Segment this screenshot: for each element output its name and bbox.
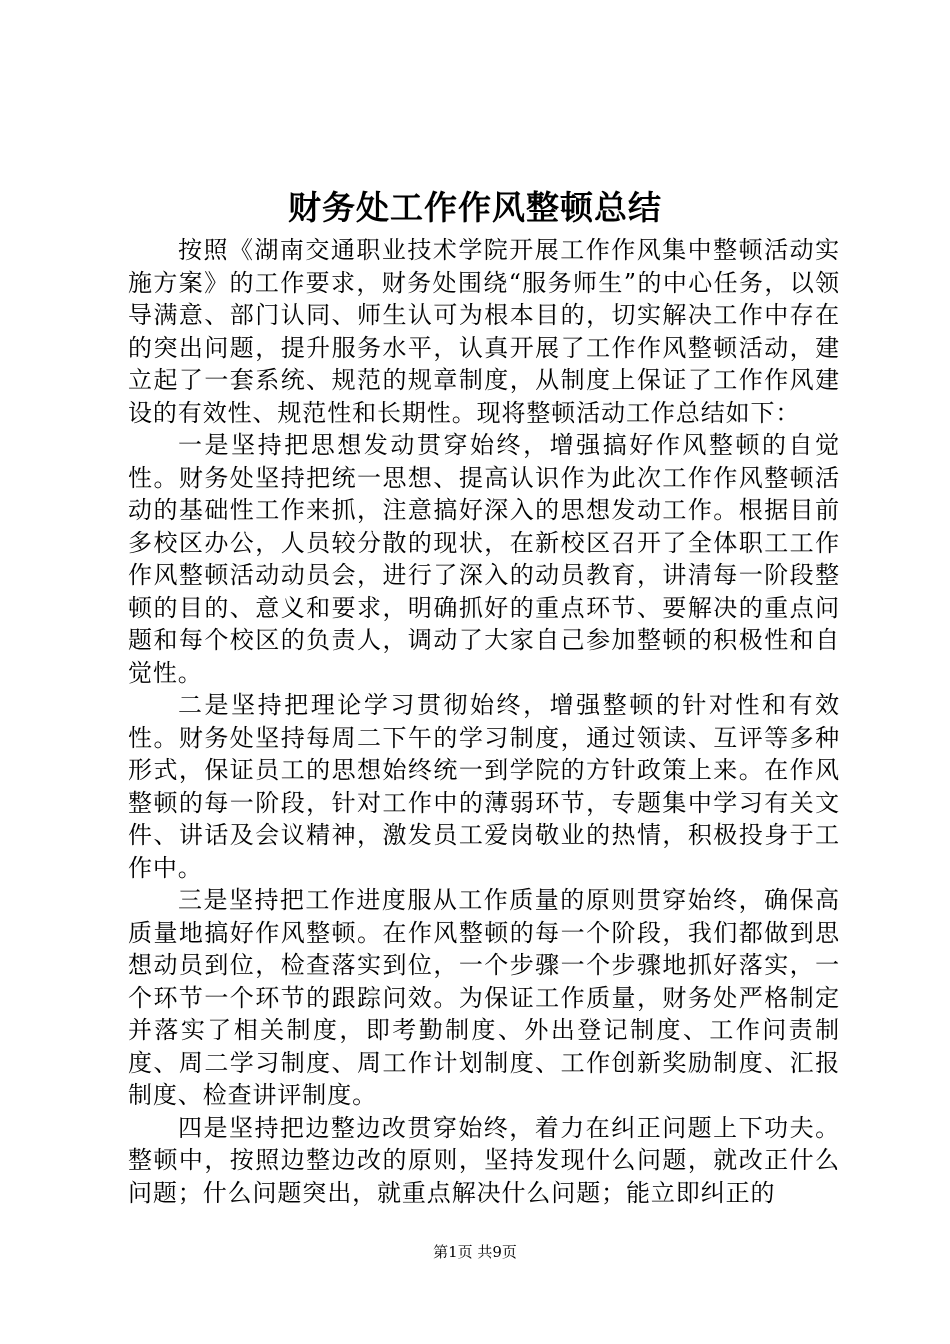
paragraph-point-four: 四是坚持把边整边改贯穿始终，着力在纠正问题上下功夫。整顿中，按照边整边改的原则，坚持发现什么问题，就改正什么问题；什么问题突出，就重点解决什么问题；能立即纠正的 (128, 1113, 840, 1207)
paragraph-intro: 按照《湖南交通职业技术学院开展工作作风集中整顿活动实施方案》的工作要求，财务处围绕“服务师生”的中心任务，以领导满意、部门认同、师生认可为根本目的，切实解决工作中存在的突出问题，提升服务水平，认真开展了工作作风整顿活动，建立起了一套系统、规范的规章制度，从制度上保证了工作作风建设的有效性、规范性和长期性。现将整顿活动工作总结如下： (128, 236, 840, 427)
document-body (128, 234, 840, 1209)
paragraph-point-two: 二是坚持把理论学习贯彻始终，增强整顿的针对性和有效性。财务处坚持每周二下午的学习制度，通过领读、互评等多种形式，保证员工的思想始终统一到学院的方针政策上来。在作风整顿的每一阶段，针对工作中的薄弱环节，专题集中学习有关文件、讲话及会议精神，激发员工爱岗敬业的热情，积极投身于工作中。 (128, 691, 840, 882)
paragraph-point-three: 三是坚持把工作进度服从工作质量的原则贯穿始终，确保高质量地搞好作风整顿。在作风整顿的每一个阶段，我们都做到思想动员到位，检查落实到位，一个步骤一个步骤地抓好落实，一个环节一个环节的跟踪问效。为保证工作质量，财务处严格制定并落实了相关制度，即考勤制度、外出登记制度、工作问责制度、周二学习制度、周工作计划制度、工作创新奖励制度、汇报制度、检查讲评制度。 (128, 886, 840, 1109)
document-title: 财务处工作作风整顿总结 (288, 188, 662, 227)
page-footer: 第1页 共9页 (433, 1243, 517, 1261)
paragraph-point-one: 一是坚持把思想发动贯穿始终，增强搞好作风整顿的自觉性。财务处坚持把统一思想、提高认识作为此次工作作风整顿活动的基础性工作来抓，注意搞好深入的思想发动工作。根据目前多校区办公，人员较分散的现状，在新校区召开了全体职工工作作风整顿活动动员会，进行了深入的动员教育，讲清每一阶段整顿的目的、意义和要求，明确抓好的重点环节、要解决的重点问题和每个校区的负责人，调动了大家自己参加整顿的积极性和自觉性。 (128, 431, 840, 687)
